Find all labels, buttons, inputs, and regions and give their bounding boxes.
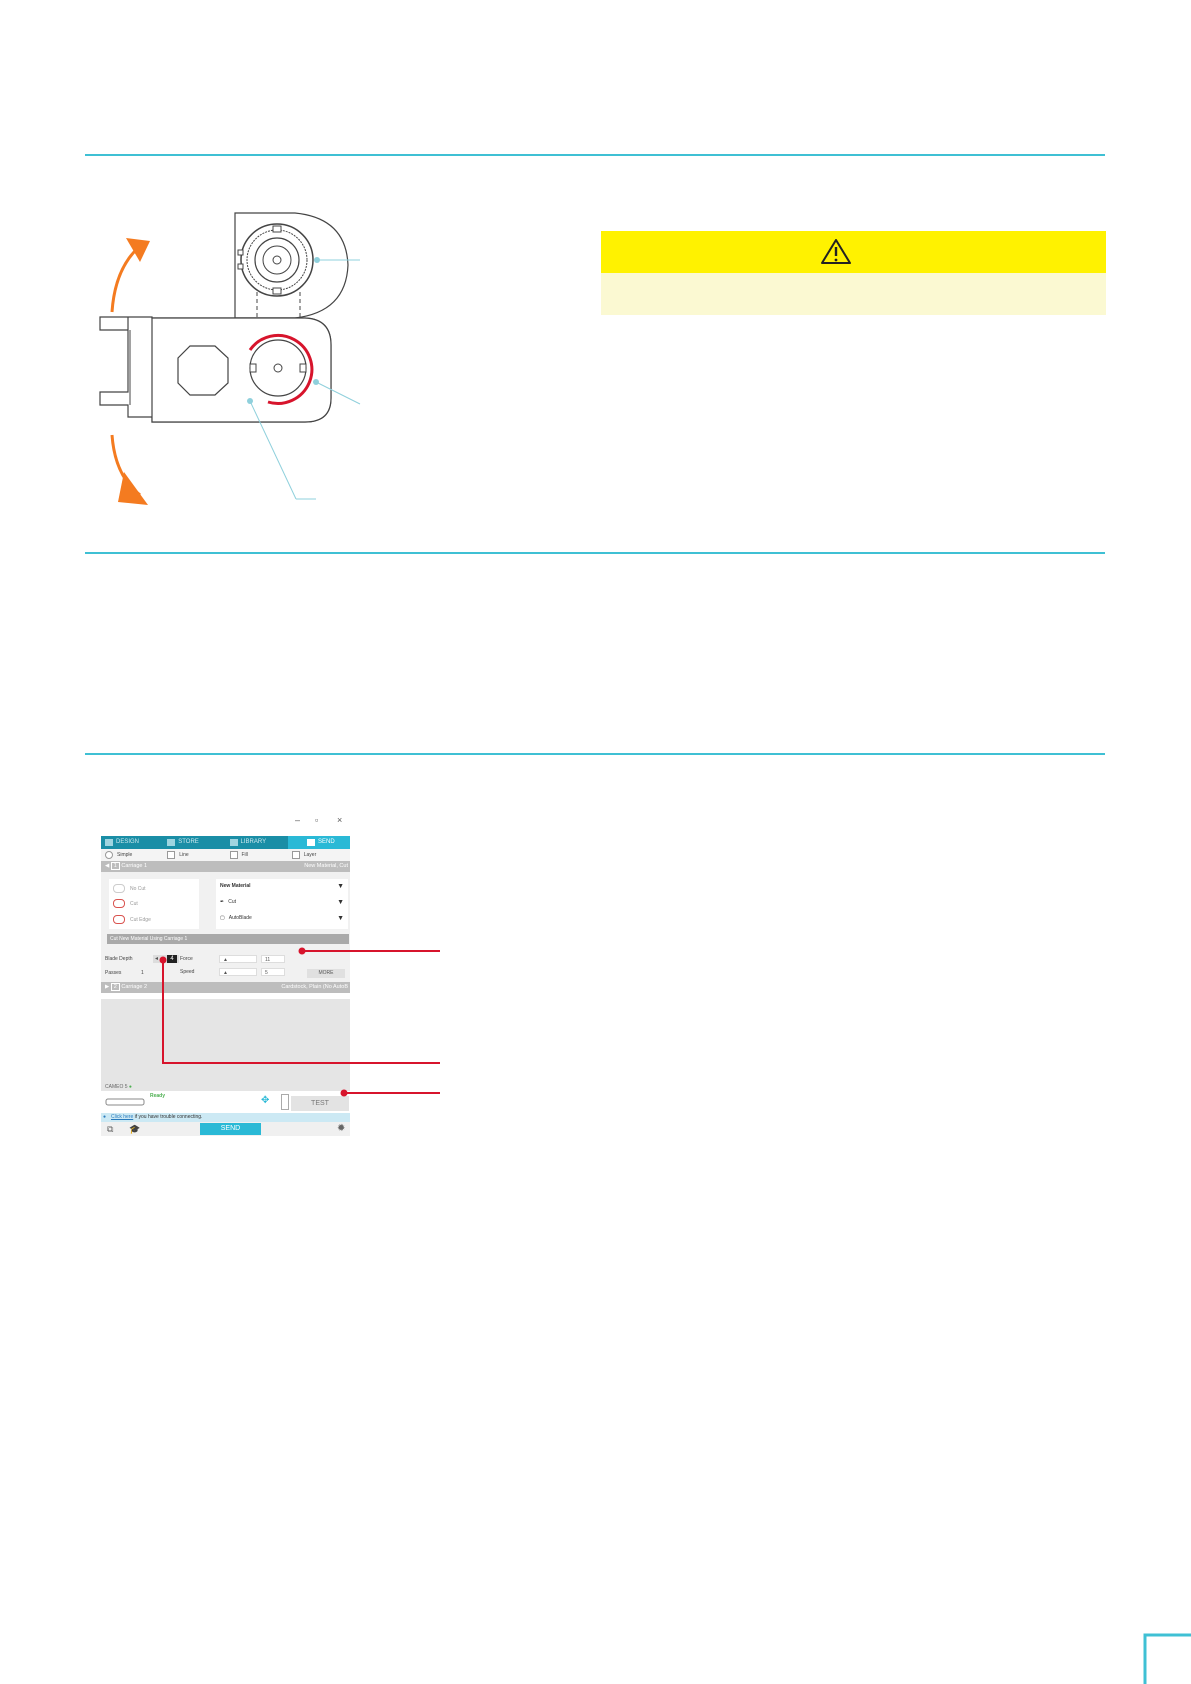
line-icon [167, 851, 175, 859]
section-rule-bottom [85, 753, 1105, 755]
cut-edge-icon [113, 915, 125, 924]
send-icon [307, 839, 315, 846]
tab-library[interactable]: LIBRARY [226, 836, 288, 849]
mode-fill[interactable]: Fill [226, 851, 288, 859]
library-icon [230, 839, 238, 846]
section-rule-top [85, 154, 1105, 156]
tab-design[interactable]: DESIGN [101, 836, 163, 849]
expand-icon: ▶ [105, 984, 110, 990]
material-settings [216, 879, 348, 929]
blade-icon: ✒ [220, 899, 225, 905]
mode-simple[interactable]: Simple [101, 851, 163, 859]
layer-icon [292, 851, 300, 859]
tool-select[interactable]: ▢ AutoBlade ▼ [220, 914, 344, 922]
round-socket [250, 340, 306, 396]
move-arrows-icon[interactable]: ✥ [261, 1095, 270, 1106]
more-button[interactable]: MORE [307, 969, 345, 978]
tutorial-icon[interactable]: 🎓 [129, 1124, 141, 1134]
dropdown-icon: ▼ [337, 898, 344, 906]
force-slider[interactable]: ▲ [219, 955, 257, 963]
carriage-2-header[interactable]: ▶ 2 Carriage 2 Cardstock, Plain (No AutoB [101, 982, 350, 993]
material-select[interactable]: New Material ▼ [220, 882, 344, 890]
send-button[interactable]: SEND [200, 1123, 261, 1135]
dropdown-icon: ▼ [337, 914, 344, 922]
option-cut-edge[interactable]: Cut Edge [113, 915, 151, 924]
blade-depth-stepper[interactable]: ◂ 4 [153, 955, 179, 963]
test-button[interactable]: TEST [291, 1096, 349, 1111]
restore-button[interactable]: ▫ [315, 815, 319, 825]
ready-status: Ready [150, 1093, 166, 1099]
blade-depth-label: Blade Depth [105, 956, 133, 962]
cap-outer-ring [241, 224, 313, 296]
autoblade-icon: ▢ [220, 915, 225, 921]
main-tabs [101, 836, 350, 849]
force-value[interactable]: 11 [261, 955, 285, 963]
tab-store[interactable]: STORE [163, 836, 225, 849]
speed-slider[interactable]: ▲ [219, 968, 257, 976]
collapse-icon: ◀ [105, 863, 110, 869]
preview-icon[interactable]: ⧉ [107, 1124, 114, 1134]
info-icon: ● [103, 1114, 107, 1120]
tab-send[interactable]: SEND [288, 836, 350, 849]
section-rule-middle [85, 552, 1105, 554]
mode-selector [101, 849, 350, 861]
fill-icon [230, 851, 238, 859]
mode-line[interactable]: Line [163, 851, 225, 859]
option-cut[interactable]: Cut [113, 899, 138, 908]
minimize-button[interactable]: – [295, 815, 301, 825]
screenshot-callouts [150, 940, 440, 1100]
click-here-link[interactable]: Click here [111, 1114, 134, 1120]
passes-label: Passes [105, 970, 122, 976]
cut-icon [113, 899, 125, 908]
passes-value[interactable]: 1 [141, 970, 144, 976]
hex-hole [178, 346, 228, 395]
page-corner-mark [1140, 1630, 1191, 1684]
no-cut-icon [113, 884, 125, 893]
rotate-arrow-up [112, 246, 140, 312]
option-no-cut[interactable]: No Cut [113, 884, 146, 893]
device-status-bar: CAMEO 5 ● [101, 1083, 350, 1091]
gear-icon[interactable]: ✹ [337, 1123, 346, 1134]
cut-settings-header: Cut New Material Using Carriage 1 [107, 934, 349, 944]
speed-value[interactable]: 5 [261, 968, 285, 976]
mode-layer[interactable]: Layer [288, 851, 350, 859]
caution-banner [601, 231, 1106, 273]
radio-icon [105, 851, 113, 859]
cap-adapter-illustration [80, 195, 410, 525]
speed-label: Speed [180, 969, 195, 975]
close-button[interactable]: × [337, 815, 343, 825]
caution-body [601, 273, 1106, 315]
connection-help-bar: ● Click here if you have trouble connecting. [101, 1113, 350, 1122]
force-label: Force [180, 956, 193, 962]
action-select[interactable]: ✒ Cut ▼ [220, 898, 344, 906]
connected-icon: ● [128, 1084, 132, 1090]
carriage-1-header[interactable]: ◀ 1 Carriage 1 New Material, Cut [101, 861, 350, 872]
dropdown-icon: ▼ [337, 882, 344, 890]
cut-option-list [109, 879, 199, 929]
machine-icon [105, 1097, 145, 1107]
design-icon [105, 839, 113, 846]
warning-icon [601, 231, 1106, 273]
store-icon [167, 839, 175, 846]
